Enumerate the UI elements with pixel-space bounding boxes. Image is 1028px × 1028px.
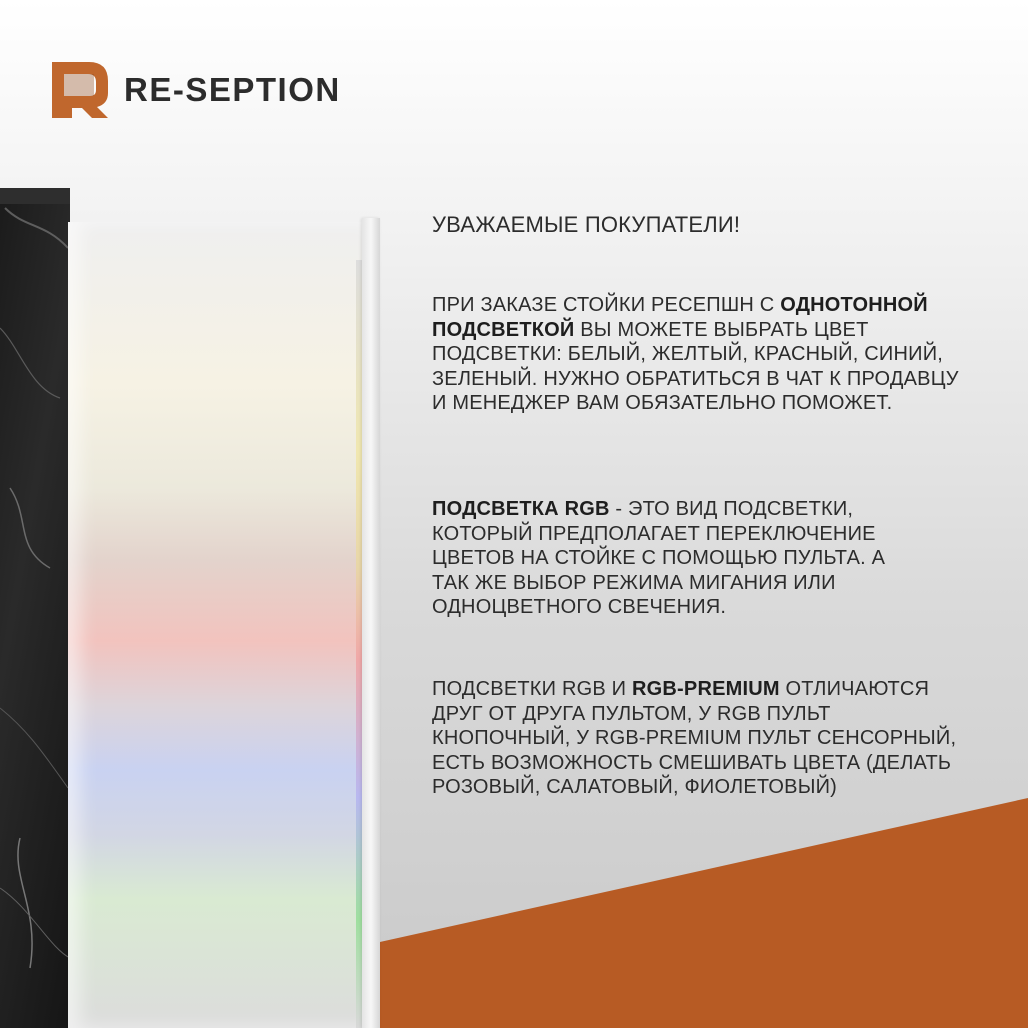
- heading: УВАЖАЕМЫЕ ПОКУПАТЕЛИ!: [432, 212, 741, 237]
- p2-part1: - ЭТО ВИД ПОДСВЕТКИ, КОТОРЫЙ ПРЕДПОЛАГАЕТ ПЕРЕКЛЮЧЕНИЕ ЦВЕТОВ НА СТОЙКЕ С ПОМОЩЬЮ ПУЛЬТА. А ТАК ЖЕ ВЫБОР РЕЖИМА МИГАНИЯ ИЛИ ОДНОЦВЕТНОГО СВЕЧЕНИЯ.: [432, 498, 886, 618]
- marble-vein-pattern: [0, 188, 70, 1028]
- marble-counter-side: [0, 188, 70, 1028]
- p2-bold1: ПОДСВЕТКА RGB: [432, 498, 610, 520]
- logo-mark-icon: [52, 62, 108, 118]
- p3-part1: ПОДСВЕТКИ RGB И: [432, 678, 632, 700]
- marble-top-edge: [0, 188, 70, 204]
- paragraph-rgb-premium: [432, 677, 972, 800]
- p3-bold1: RGB-PREMIUM: [632, 678, 780, 700]
- panel-edge: [362, 218, 380, 1028]
- brand-logo: [52, 62, 341, 118]
- p1-bold1: ОДНОТОННОЙ ПОДСВЕТКОЙ: [432, 294, 928, 341]
- frosted-panel: [68, 222, 362, 1028]
- brand-name: RE-SEPTION: [124, 71, 341, 108]
- paragraph-rgb: [432, 497, 922, 620]
- paragraph-single-color: [432, 293, 972, 416]
- p1-part1: ПРИ ЗАКАЗЕ СТОЙКИ РЕСЕПШН С: [432, 294, 781, 316]
- p1-part2: ВЫ МОЖЕТЕ ВЫБРАТЬ ЦВЕТ ПОДСВЕТКИ: БЕЛЫЙ, ЖЕЛТЫЙ, КРАСНЫЙ, СИНИЙ, ЗЕЛЕНЫЙ. НУЖНО ОБРАТИТЬСЯ В ЧАТ К ПРОДАВЦУ И МЕНЕДЖЕР ВАМ ОБЯЗАТЕЛЬНО ПОМОЖЕТ.: [432, 318, 959, 414]
- p3-part2: ОТЛИЧАЮТСЯ ДРУГ ОТ ДРУГА ПУЛЬТОМ, У RGB ПУЛЬТ КНОПОЧНЫЙ, У RGB-PREMIUM ПУЛЬТ СЕНСОРНЫЙ, ЕСТЬ ВОЗМОЖНОСТЬ СМЕШИВАТЬ ЦВЕТА (ДЕЛАТЬ РОЗОВЫЙ, САЛАТОВЫЙ, ФИОЛЕТОВЫЙ): [432, 678, 957, 798]
